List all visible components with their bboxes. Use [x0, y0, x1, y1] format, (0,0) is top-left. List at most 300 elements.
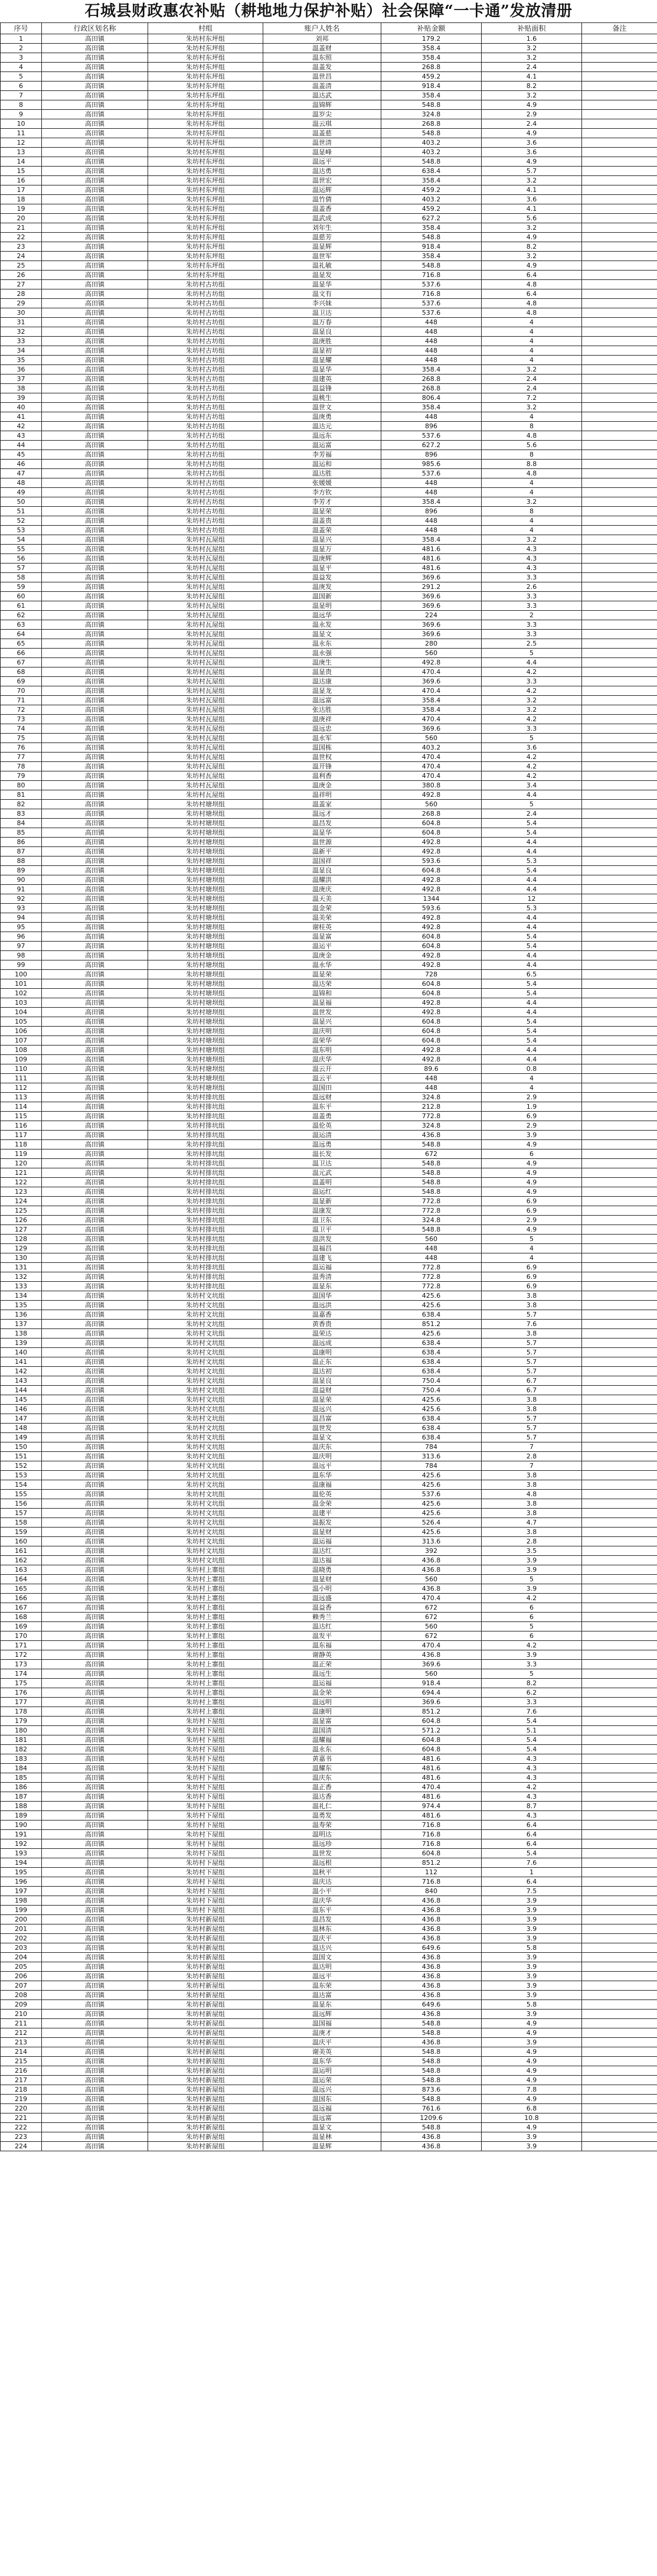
cell-remarks: [582, 1962, 657, 1972]
cell-amount: 459.2: [381, 185, 482, 195]
cell-amount: 470.4: [381, 771, 482, 781]
cell-account-holder: 温显荣: [263, 1395, 381, 1405]
cell-index: 70: [1, 686, 42, 696]
cell-index: 84: [1, 819, 42, 828]
cell-account-holder: 温明达: [263, 1830, 381, 1839]
cell-account-holder: 温永东: [263, 1745, 381, 1754]
cell-index: 122: [1, 1178, 42, 1187]
table-row: [1, 1471, 657, 1480]
cell-amount: 403.2: [381, 195, 482, 204]
cell-region: 高田镇: [42, 2000, 148, 2010]
cell-area: 2.5: [482, 639, 582, 649]
cell-account-holder: 温世源: [263, 838, 381, 847]
table-row: [1, 1868, 657, 1877]
cell-area: 4.9: [482, 2047, 582, 2057]
cell-area: 3.2: [482, 696, 582, 705]
cell-amount: 548.8: [381, 2057, 482, 2066]
cell-index: 124: [1, 1197, 42, 1206]
cell-area: 5: [482, 734, 582, 743]
cell-amount: 548.8: [381, 2123, 482, 2132]
cell-remarks: [582, 847, 657, 857]
cell-account-holder: 张达胜: [263, 705, 381, 715]
table-row: [1, 1688, 657, 1698]
table-row: [1, 1698, 657, 1707]
cell-account-holder: 温显兴: [263, 535, 381, 545]
cell-amount: 548.8: [381, 2028, 482, 2038]
table-row: [1, 2000, 657, 2010]
cell-amount: 772.8: [381, 1206, 482, 1216]
cell-village-group: 朱坊村塘坝组: [148, 828, 263, 838]
cell-area: 5.7: [482, 1414, 582, 1424]
cell-account-holder: 温世昌: [263, 72, 381, 82]
table-row: [1, 1405, 657, 1414]
cell-index: 200: [1, 1915, 42, 1924]
table-row: [1, 1821, 657, 1830]
cell-area: 4.9: [482, 1159, 582, 1168]
table-row: [1, 384, 657, 393]
cell-region: 高田镇: [42, 1603, 148, 1613]
table-row: [1, 1584, 657, 1594]
cell-area: 3.8: [482, 1471, 582, 1480]
cell-area: 5.7: [482, 1348, 582, 1357]
cell-region: 高田镇: [42, 2028, 148, 2038]
cell-area: 6.4: [482, 1839, 582, 1849]
cell-index: 99: [1, 960, 42, 970]
cell-amount: 358.4: [381, 403, 482, 412]
cell-account-holder: 李芳福: [263, 450, 381, 460]
cell-account-holder: 李兴妹: [263, 299, 381, 308]
cell-remarks: [582, 1046, 657, 1055]
cell-area: 6.9: [482, 1263, 582, 1272]
cell-remarks: [582, 592, 657, 601]
cell-area: 4.8: [482, 431, 582, 441]
cell-account-holder: 温卫东: [263, 1216, 381, 1225]
table-row: [1, 1991, 657, 2000]
table-row: [1, 1717, 657, 1726]
cell-village-group: 朱坊村塘坝组: [148, 875, 263, 885]
cell-region: 高田镇: [42, 469, 148, 478]
cell-region: 高田镇: [42, 2142, 148, 2151]
cell-area: 3.2: [482, 535, 582, 545]
cell-village-group: 朱坊村新屋组: [148, 2085, 263, 2095]
cell-amount: 604.8: [381, 1017, 482, 1027]
cell-index: 201: [1, 1924, 42, 1934]
cell-amount: 537.6: [381, 308, 482, 318]
cell-village-group: 朱坊村瓦屋组: [148, 545, 263, 554]
cell-region: 高田镇: [42, 1225, 148, 1235]
cell-area: 4.3: [482, 554, 582, 564]
cell-account-holder: 温永华: [263, 960, 381, 970]
table-row: [1, 1858, 657, 1868]
cell-area: 5.8: [482, 1943, 582, 1953]
cell-amount: 481.6: [381, 1773, 482, 1783]
cell-remarks: [582, 1140, 657, 1149]
cell-area: 5.4: [482, 819, 582, 828]
cell-amount: 694.4: [381, 1688, 482, 1698]
cell-remarks: [582, 1906, 657, 1915]
cell-account-holder: 温运福: [263, 1679, 381, 1688]
cell-village-group: 朱坊村瓦屋组: [148, 573, 263, 582]
cell-region: 高田镇: [42, 904, 148, 913]
cell-index: 88: [1, 857, 42, 866]
cell-index: 77: [1, 753, 42, 762]
cell-region: 高田镇: [42, 365, 148, 374]
cell-remarks: [582, 1386, 657, 1395]
cell-village-group: 朱坊村古坊组: [148, 356, 263, 365]
cell-amount: 481.6: [381, 545, 482, 554]
cell-remarks: [582, 91, 657, 100]
cell-amount: 772.8: [381, 1197, 482, 1206]
cell-remarks: [582, 1764, 657, 1773]
document-title: 石城县财政惠农补贴（耕地地力保护补贴）社会保障“一卡通”发放清册: [84, 2, 573, 20]
cell-village-group: 朱坊村上寨组: [148, 1594, 263, 1603]
cell-village-group: 朱坊村下屋组: [148, 1849, 263, 1858]
table-row: [1, 1679, 657, 1688]
cell-index: 162: [1, 1556, 42, 1565]
cell-village-group: 朱坊村塘坝组: [148, 913, 263, 923]
cell-village-group: 朱坊村塘坝组: [148, 979, 263, 989]
cell-amount: 470.4: [381, 753, 482, 762]
cell-area: 6: [482, 1631, 582, 1641]
cell-region: 高田镇: [42, 1556, 148, 1565]
table-row: [1, 554, 657, 564]
cell-region: 高田镇: [42, 970, 148, 979]
cell-remarks: [582, 904, 657, 913]
cell-remarks: [582, 2113, 657, 2123]
cell-amount: 425.6: [381, 1405, 482, 1414]
cell-index: 211: [1, 2019, 42, 2028]
table-row: [1, 63, 657, 72]
table-row: [1, 356, 657, 365]
cell-remarks: [582, 185, 657, 195]
cell-area: 3.3: [482, 620, 582, 630]
cell-amount: 873.6: [381, 2085, 482, 2095]
cell-account-holder: 温盖荣: [263, 526, 381, 535]
table-row: [1, 705, 657, 715]
cell-remarks: [582, 1027, 657, 1036]
cell-remarks: [582, 753, 657, 762]
cell-index: 33: [1, 337, 42, 346]
cell-village-group: 朱坊村东坪组: [148, 233, 263, 242]
cell-index: 72: [1, 705, 42, 715]
cell-area: 3.9: [482, 1650, 582, 1660]
cell-amount: 268.8: [381, 384, 482, 393]
cell-amount: 638.4: [381, 1367, 482, 1376]
cell-village-group: 朱坊村塘坝组: [148, 809, 263, 819]
cell-area: 6.9: [482, 1112, 582, 1121]
cell-account-holder: 温天美: [263, 894, 381, 904]
cell-area: 3.2: [482, 44, 582, 53]
cell-amount: 481.6: [381, 1811, 482, 1821]
cell-region: 高田镇: [42, 233, 148, 242]
cell-index: 96: [1, 932, 42, 942]
cell-region: 高田镇: [42, 847, 148, 857]
cell-region: 高田镇: [42, 1301, 148, 1310]
cell-remarks: [582, 1972, 657, 1981]
cell-area: 3.9: [482, 1896, 582, 1906]
cell-village-group: 朱坊村塘坝组: [148, 989, 263, 998]
cell-remarks: [582, 1735, 657, 1745]
cell-village-group: 朱坊村古坊组: [148, 412, 263, 422]
cell-index: 167: [1, 1603, 42, 1613]
cell-remarks: [582, 601, 657, 611]
cell-region: 高田镇: [42, 1083, 148, 1093]
cell-amount: 716.8: [381, 1821, 482, 1830]
cell-index: 87: [1, 847, 42, 857]
cell-region: 高田镇: [42, 1802, 148, 1811]
cell-region: 高田镇: [42, 2095, 148, 2104]
cell-region: 高田镇: [42, 1291, 148, 1301]
cell-amount: 436.8: [381, 2132, 482, 2142]
cell-account-holder: 温金荣: [263, 904, 381, 913]
cell-account-holder: 李芳才: [263, 497, 381, 507]
cell-village-group: 朱坊村塘坝组: [148, 866, 263, 875]
cell-account-holder: 温美荣: [263, 913, 381, 923]
cell-region: 高田镇: [42, 53, 148, 63]
cell-index: 189: [1, 1811, 42, 1821]
cell-village-group: 朱坊村文坑组: [148, 1357, 263, 1367]
cell-region: 高田镇: [42, 960, 148, 970]
cell-area: 2.4: [482, 63, 582, 72]
cell-region: 高田镇: [42, 138, 148, 148]
cell-amount: 492.8: [381, 1008, 482, 1017]
cell-account-holder: 温达红: [263, 1546, 381, 1556]
cell-region: 高田镇: [42, 1348, 148, 1357]
cell-remarks: [582, 932, 657, 942]
cell-region: 高田镇: [42, 1858, 148, 1868]
cell-region: 高田镇: [42, 1168, 148, 1178]
cell-index: 79: [1, 771, 42, 781]
cell-account-holder: 温显富: [263, 1717, 381, 1726]
cell-region: 高田镇: [42, 790, 148, 800]
cell-village-group: 朱坊村文坑组: [148, 1528, 263, 1537]
cell-amount: 918.4: [381, 242, 482, 252]
cell-village-group: 朱坊村文坑组: [148, 1490, 263, 1499]
table-row: [1, 2038, 657, 2047]
cell-village-group: 朱坊村新屋组: [148, 2123, 263, 2132]
cell-region: 高田镇: [42, 1064, 148, 1074]
cell-amount: 436.8: [381, 1556, 482, 1565]
table-row: [1, 564, 657, 573]
cell-region: 高田镇: [42, 100, 148, 110]
table-row: [1, 885, 657, 894]
cell-village-group: 朱坊村瓦屋组: [148, 582, 263, 592]
cell-index: 214: [1, 2047, 42, 2057]
cell-index: 118: [1, 1140, 42, 1149]
cell-index: 107: [1, 1036, 42, 1046]
cell-remarks: [582, 1877, 657, 1887]
cell-remarks: [582, 233, 657, 242]
cell-amount: 425.6: [381, 1301, 482, 1310]
cell-area: 4.4: [482, 658, 582, 667]
cell-amount: 369.6: [381, 724, 482, 734]
cell-area: 3.5: [482, 1546, 582, 1556]
cell-region: 高田镇: [42, 1839, 148, 1849]
cell-account-holder: 温远兴: [263, 2085, 381, 2095]
cell-region: 高田镇: [42, 289, 148, 299]
cell-amount: 470.4: [381, 686, 482, 696]
table-row: [1, 1433, 657, 1442]
cell-amount: 492.8: [381, 658, 482, 667]
cell-area: 3.4: [482, 781, 582, 790]
cell-region: 高田镇: [42, 1953, 148, 1962]
cell-area: 4.9: [482, 2076, 582, 2085]
cell-account-holder: 温庚勇: [263, 412, 381, 422]
cell-amount: 784: [381, 1442, 482, 1452]
cell-area: 2.8: [482, 1452, 582, 1461]
cell-region: 高田镇: [42, 356, 148, 365]
cell-village-group: 朱坊村文坑组: [148, 1461, 263, 1471]
cell-village-group: 朱坊村上寨组: [148, 1679, 263, 1688]
table-row: [1, 1509, 657, 1518]
cell-region: 高田镇: [42, 403, 148, 412]
cell-amount: 425.6: [381, 1471, 482, 1480]
cell-area: 3.9: [482, 2010, 582, 2019]
cell-remarks: [582, 1991, 657, 2000]
cell-village-group: 朱坊村新屋组: [148, 2047, 263, 2057]
cell-village-group: 朱坊村古坊组: [148, 478, 263, 488]
cell-region: 高田镇: [42, 1131, 148, 1140]
cell-amount: 593.6: [381, 904, 482, 913]
cell-index: 151: [1, 1452, 42, 1461]
cell-account-holder: 温显新: [263, 1197, 381, 1206]
cell-area: 4.4: [482, 1008, 582, 1017]
cell-village-group: 朱坊村文坑组: [148, 1414, 263, 1424]
cell-amount: 761.6: [381, 2104, 482, 2113]
cell-region: 高田镇: [42, 1282, 148, 1291]
cell-region: 高田镇: [42, 271, 148, 280]
table-row: [1, 686, 657, 696]
cell-amount: 268.8: [381, 374, 482, 384]
cell-index: 4: [1, 63, 42, 72]
cell-area: 6.9: [482, 1272, 582, 1282]
cell-region: 高田镇: [42, 1093, 148, 1102]
cell-remarks: [582, 838, 657, 847]
cell-account-holder: 温远财: [263, 1093, 381, 1102]
table-row: [1, 951, 657, 960]
cell-region: 高田镇: [42, 857, 148, 866]
cell-remarks: [582, 677, 657, 686]
table-row: [1, 1197, 657, 1206]
cell-region: 高田镇: [42, 1660, 148, 1669]
cell-region: 高田镇: [42, 885, 148, 894]
cell-index: 59: [1, 582, 42, 592]
cell-amount: 448: [381, 1253, 482, 1263]
table-row: [1, 2095, 657, 2104]
cell-area: 5.7: [482, 167, 582, 176]
cell-village-group: 朱坊村东坪组: [148, 63, 263, 72]
cell-index: 17: [1, 185, 42, 195]
cell-amount: 436.8: [381, 1896, 482, 1906]
cell-index: 97: [1, 942, 42, 951]
cell-index: 218: [1, 2085, 42, 2095]
cell-amount: 638.4: [381, 1357, 482, 1367]
table-row: [1, 1896, 657, 1906]
cell-amount: 436.8: [381, 1906, 482, 1915]
cell-village-group: 朱坊村下屋组: [148, 1811, 263, 1821]
cell-village-group: 朱坊村古坊组: [148, 450, 263, 460]
cell-area: 8.2: [482, 242, 582, 252]
cell-account-holder: 温显辉: [263, 2142, 381, 2151]
cell-account-holder: 温达兴: [263, 1943, 381, 1953]
cell-account-holder: 温礼敏: [263, 261, 381, 271]
cell-remarks: [582, 1414, 657, 1424]
cell-area: 2.9: [482, 110, 582, 119]
cell-account-holder: 温达勇: [263, 167, 381, 176]
cell-region: 高田镇: [42, 1934, 148, 1943]
table-row: [1, 1631, 657, 1641]
cell-remarks: [582, 384, 657, 393]
cell-area: 4.3: [482, 1764, 582, 1773]
cell-area: 5.3: [482, 857, 582, 866]
cell-village-group: 朱坊村古坊组: [148, 431, 263, 441]
cell-remarks: [582, 327, 657, 337]
cell-region: 高田镇: [42, 34, 148, 44]
table-row: [1, 1272, 657, 1282]
cell-account-holder: 温显耀: [263, 356, 381, 365]
cell-village-group: 朱坊村新屋组: [148, 2057, 263, 2066]
cell-amount: 728: [381, 970, 482, 979]
cell-region: 高田镇: [42, 1509, 148, 1518]
cell-amount: 425.6: [381, 1528, 482, 1537]
cell-remarks: [582, 63, 657, 72]
cell-remarks: [582, 1745, 657, 1754]
cell-area: 3.2: [482, 91, 582, 100]
cell-remarks: [582, 507, 657, 516]
cell-area: 6.9: [482, 1197, 582, 1206]
cell-remarks: [582, 34, 657, 44]
cell-amount: 425.6: [381, 1480, 482, 1490]
cell-amount: 918.4: [381, 82, 482, 91]
cell-index: 138: [1, 1329, 42, 1339]
cell-index: 78: [1, 762, 42, 771]
cell-area: 3.3: [482, 1660, 582, 1669]
cell-account-holder: 温庆平: [263, 2038, 381, 2047]
cell-index: 13: [1, 148, 42, 157]
cell-index: 169: [1, 1622, 42, 1631]
cell-index: 85: [1, 828, 42, 838]
cell-remarks: [582, 365, 657, 374]
table-row: [1, 233, 657, 242]
cell-village-group: 朱坊村古坊组: [148, 507, 263, 516]
cell-remarks: [582, 1395, 657, 1405]
cell-area: 4.4: [482, 838, 582, 847]
cell-remarks: [582, 318, 657, 327]
cell-amount: 403.2: [381, 743, 482, 753]
cell-region: 高田镇: [42, 1906, 148, 1915]
table-row: [1, 932, 657, 942]
cell-remarks: [582, 1376, 657, 1386]
cell-region: 高田镇: [42, 998, 148, 1008]
cell-region: 高田镇: [42, 1877, 148, 1887]
cell-village-group: 朱坊村东坪组: [148, 271, 263, 280]
cell-region: 高田镇: [42, 1613, 148, 1622]
cell-account-holder: 温庚胜: [263, 337, 381, 346]
cell-amount: 358.4: [381, 497, 482, 507]
cell-area: 3.9: [482, 1915, 582, 1924]
cell-amount: 436.8: [381, 2010, 482, 2019]
cell-remarks: [582, 516, 657, 526]
table-row: [1, 819, 657, 828]
cell-index: 117: [1, 1131, 42, 1140]
cell-region: 高田镇: [42, 63, 148, 72]
cell-village-group: 朱坊村古坊组: [148, 308, 263, 318]
cell-village-group: 朱坊村文坑组: [148, 1499, 263, 1509]
table-row: [1, 1320, 657, 1329]
cell-index: 152: [1, 1461, 42, 1471]
cell-index: 148: [1, 1424, 42, 1433]
cell-index: 196: [1, 1877, 42, 1887]
